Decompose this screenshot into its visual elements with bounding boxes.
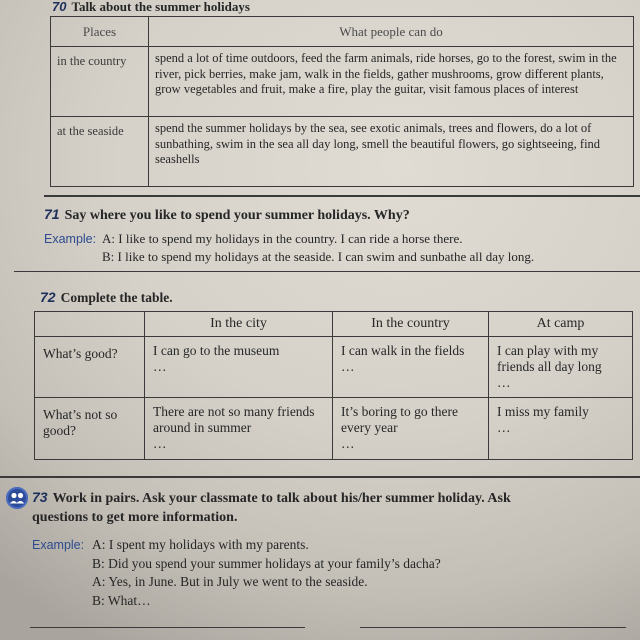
cell-text: I can walk in the fields (341, 343, 465, 358)
table-row (35, 398, 633, 460)
exercise-70-number: 70 (52, 0, 67, 14)
header-what-people-can-do: What people can do (149, 17, 634, 47)
example-label: Example: (32, 538, 85, 552)
cell-text: It’s boring to go there every year (341, 404, 458, 435)
table-cell (333, 337, 489, 398)
exercise-70-title-text: Talk about the summer holidays (71, 0, 250, 14)
header-places: Places (51, 17, 149, 47)
exercise-70-title (52, 0, 250, 14)
continuation-dots: … (153, 359, 168, 374)
exercise-73-number: 73 (32, 489, 48, 505)
cell-text: I can go to the museum (153, 343, 280, 358)
table-row (51, 117, 634, 187)
dialogue-line: B: What… (92, 592, 151, 608)
dialogue-line: B: I like to spend my holidays at the seaside. I can swim and sunbathe all day long. (102, 249, 535, 264)
header-in-the-country: In the country (333, 312, 489, 337)
activities-cell: spend a lot of time outdoors, feed the farm animals, ride horses, go to the forest, swim in the river, pick berries, make jam, walk in the fields, gather mushrooms, grow different plants, grow vegetables and fruit, make a fire, play the guitar, visit famous places of interest (149, 47, 634, 117)
table-row (35, 337, 633, 398)
example-dialogue (92, 536, 632, 610)
answer-line (30, 627, 305, 628)
section-divider (44, 195, 640, 197)
cell-text: I can play with my friends all day long (497, 343, 602, 374)
table-header-row (35, 312, 633, 337)
cell-text: I miss my family (497, 404, 589, 419)
exercise-73-instruction: Work in pairs. Ask your classmate to talk about his/her summer holiday. Ask questions to get more information. (32, 491, 511, 525)
activities-cell: spend the summer holidays by the sea, see exotic animals, trees and flowers, do a lot of sunbathing, swim in the sea all day long, smell the beautiful flowers, go sightseeing, find seashells (149, 117, 634, 187)
exercise-72-number: 72 (40, 289, 56, 305)
section-divider (0, 476, 640, 478)
exercise-73-heading (32, 488, 568, 527)
continuation-dots: … (341, 436, 356, 451)
exercise-71-example (44, 230, 636, 266)
place-cell: in the country (51, 47, 149, 117)
dialogue-line: A: I spent my holidays with my parents. (92, 537, 309, 552)
continuation-dots: … (153, 436, 168, 451)
dialogue-line: B: Did you spend your summer holidays at your family’s dacha? (92, 555, 441, 571)
section-divider (14, 271, 640, 272)
cell-text: There are not so many friends around in summer (153, 404, 315, 435)
table-cell (489, 337, 633, 398)
places-activities-table (50, 16, 634, 187)
header-empty-corner (35, 312, 145, 337)
answer-line (360, 627, 626, 628)
table-cell (145, 398, 333, 460)
table-cell (145, 337, 333, 398)
exercise-72-instruction: Complete the table. (60, 290, 173, 305)
holiday-comparison-table (34, 311, 633, 460)
example-dialogue (102, 230, 636, 266)
table-row (51, 47, 634, 117)
example-label: Example: (44, 232, 97, 246)
continuation-dots: … (497, 375, 512, 390)
pair-work-icon (6, 487, 28, 509)
continuation-dots: … (341, 359, 356, 374)
exercise-71-instruction: Say where you like to spend your summer holidays. Why? (64, 208, 410, 223)
table-cell (489, 398, 633, 460)
dialogue-line: A: I like to spend my holidays in the country. I can ride a horse there. (102, 231, 463, 246)
dialogue-line: A: Yes, in June. But in July we went to the seaside. (92, 574, 368, 589)
continuation-dots: … (497, 420, 512, 435)
place-cell: at the seaside (51, 117, 149, 187)
exercise-72-heading (40, 288, 173, 307)
exercise-71-heading (44, 205, 410, 225)
table-header-row (51, 17, 634, 47)
exercise-71-number: 71 (44, 206, 60, 222)
exercise-73-example (32, 536, 632, 610)
row-label-whats-not-so-good: What’s not so good? (35, 398, 145, 460)
row-label-whats-good: What’s good? (35, 337, 145, 398)
header-at-camp: At camp (489, 312, 633, 337)
header-in-the-city: In the city (145, 312, 333, 337)
table-cell (333, 398, 489, 460)
